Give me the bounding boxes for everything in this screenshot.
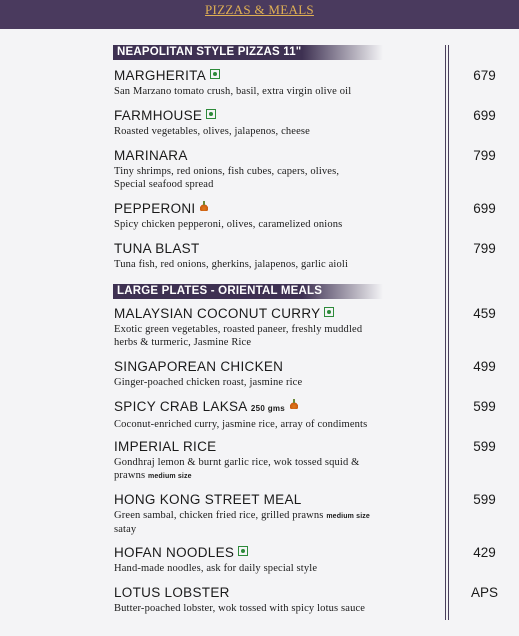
item-price: 799 — [473, 241, 496, 256]
section-header-oriental-meals: LARGE PLATES - ORIENTAL MEALS — [113, 284, 383, 299]
item-description: Butter-poached lobster, wok tossed with spicy lotus sauce — [114, 603, 366, 614]
item-description: Roasted vegetables, olives, jalapenos, cheese — [114, 126, 310, 137]
menu-item-malaysian-coconut-curry — [114, 306, 414, 349]
item-description: Tuna fish, red onions, gherkins, jalapenos, garlic aioli — [114, 259, 349, 270]
divider-line — [448, 45, 449, 620]
item-price: 679 — [473, 68, 496, 83]
menu-item-singaporean-chicken — [114, 359, 414, 389]
menu-item-hong-kong-street-meal — [114, 492, 414, 536]
item-name: HONG KONG STREET MEAL — [114, 492, 302, 507]
item-name: FARMHOUSE — [114, 108, 203, 123]
item-price: 429 — [473, 545, 496, 560]
item-description: Tiny shrimps, red onions, fish cubes, capers, olives, Special seafood spread — [114, 166, 340, 190]
item-name: LOTUS LOBSTER — [114, 585, 230, 600]
section-header-pizzas: NEAPOLITAN STYLE PIZZAS 11" — [113, 45, 383, 60]
item-description: Gondhraj lemon & burnt garlic rice, wok tossed squid & prawns medium size — [114, 457, 360, 481]
item-price: APS — [470, 585, 498, 600]
menu-item-farmhouse — [114, 108, 414, 138]
menu-item-margherita — [114, 68, 414, 98]
item-name: IMPERIAL RICE — [114, 439, 217, 454]
item-description: Ginger-poached chicken roast, jasmine rice — [114, 377, 303, 388]
item-description: Exotic green vegetables, roasted paneer, freshly muddled herbs & turmeric, Jasmine Rice — [114, 324, 363, 348]
item-price: 799 — [473, 148, 496, 163]
veg-icon — [238, 546, 248, 556]
item-name: TUNA BLAST — [114, 241, 200, 256]
item-price: 499 — [473, 359, 496, 374]
size-note: medium size — [148, 473, 192, 480]
item-name: SINGAPOREAN CHICKEN — [114, 359, 284, 374]
item-name: MARINARA — [114, 148, 188, 163]
item-name: SPICY CRAB LAKSA — [114, 399, 247, 414]
menu-item-imperial-rice — [114, 439, 414, 483]
spicy-icon — [199, 204, 209, 211]
item-price: 459 — [473, 306, 496, 321]
page-title: PIZZAS & MEALS — [205, 2, 314, 17]
item-description: Hand-made noodles, ask for daily special style — [114, 563, 318, 574]
menu-item-tuna-blast — [114, 241, 414, 271]
divider-line — [445, 45, 446, 620]
veg-icon — [324, 307, 334, 317]
menu-item-marinara — [114, 148, 414, 191]
item-price: 699 — [473, 108, 496, 123]
item-name: MARGHERITA — [114, 68, 207, 83]
item-price: 599 — [473, 492, 496, 507]
item-price: 599 — [473, 399, 496, 414]
item-description: Spicy chicken pepperoni, olives, caramelized onions — [114, 219, 343, 230]
item-description: San Marzano tomato crush, basil, extra virgin olive oil — [114, 86, 352, 97]
menu-item-spicy-crab-laksa — [114, 399, 414, 431]
item-name: HOFAN NOODLES — [114, 545, 235, 560]
veg-icon — [210, 69, 220, 79]
header-bar — [0, 0, 519, 29]
item-name: PEPPERONI — [114, 201, 196, 216]
size-note: medium size — [326, 513, 370, 520]
item-weight: 250 gms — [250, 404, 286, 413]
veg-icon — [206, 109, 216, 119]
item-description: Green sambal, chicken fried rice, grilled prawns medium size satay — [114, 510, 370, 535]
menu-item-lotus-lobster — [114, 585, 414, 615]
item-description: Coconut-enriched curry, jasmine rice, array of condiments — [114, 419, 368, 430]
item-price: 599 — [473, 439, 496, 454]
spicy-icon — [289, 402, 299, 409]
item-price: 699 — [473, 201, 496, 216]
menu-item-pepperoni — [114, 201, 414, 231]
menu-item-hofan-noodles — [114, 545, 414, 575]
item-name: MALAYSIAN COCONUT CURRY — [114, 306, 321, 321]
